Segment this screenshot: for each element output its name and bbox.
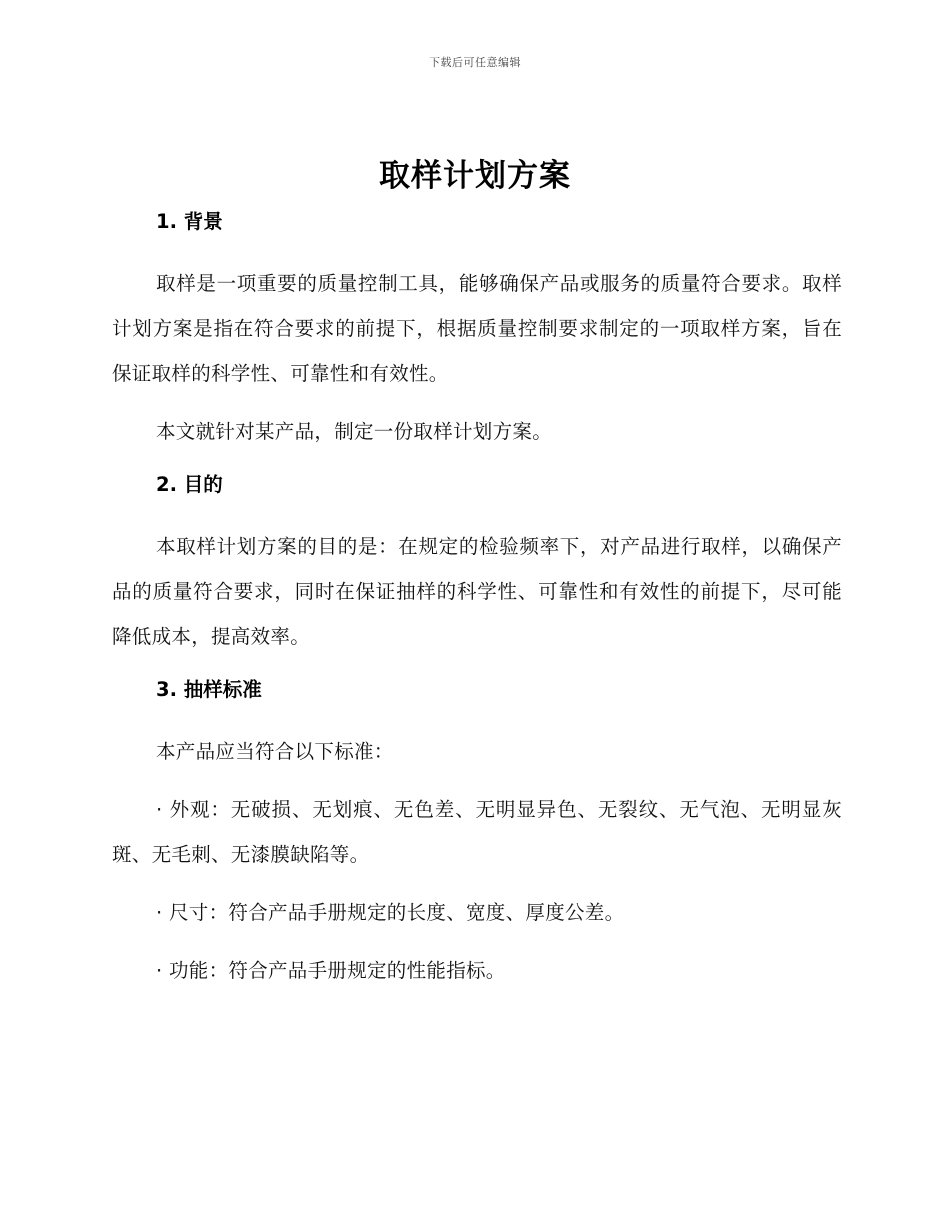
section-background: [112, 204, 842, 454]
paragraph: 本取样计划方案的目的是：在规定的检验频率下，对产品进行取样，以确保产品的质量符合要求，同时在保证抽样的科学性、可靠性和有效性的前提下，尽可能降低成本，提高效率。: [112, 535, 842, 648]
section-heading: 2. 目的: [156, 473, 223, 496]
document-title: 取样计划方案: [379, 158, 571, 194]
section-heading: 3. 抽样标准: [156, 678, 262, 701]
paragraph: 本文就针对某产品，制定一份取样计划方案。: [156, 420, 553, 443]
bullet-item-appearance: · 外观：无破损、无划痕、无色差、无明显异色、无裂纹、无气泡、无明显灰斑、无毛刺、无漆膜缺陷等。: [112, 798, 842, 866]
bullet-item-dimensions: · 尺寸：符合产品手册规定的长度、宽度、厚度公差。: [156, 901, 625, 924]
header-note: 下载后可任意编辑: [429, 56, 521, 69]
section-purpose: [112, 467, 842, 659]
paragraph: 本产品应当符合以下标准：: [156, 740, 394, 763]
section-sampling-standard: [112, 672, 842, 993]
section-heading: 1. 背景: [156, 210, 223, 233]
bullet-item-function: · 功能：符合产品手册规定的性能指标。: [156, 959, 506, 982]
paragraph: 取样是一项重要的质量控制工具，能够确保产品或服务的质量符合要求。取样计划方案是指在符合要求的前提下，根据质量控制要求制定的一项取样方案，旨在保证取样的科学性、可靠性和有效性。: [112, 272, 842, 385]
document-body: [112, 204, 842, 993]
